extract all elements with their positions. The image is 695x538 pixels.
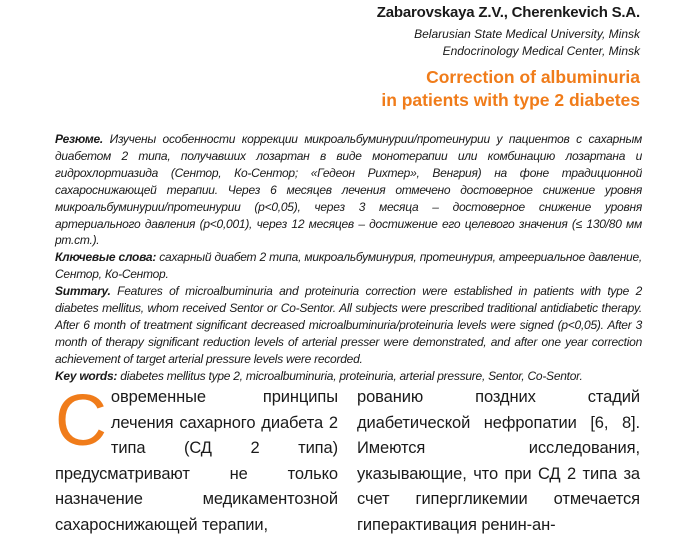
summary-text: Features of microalbuminuria and proteinuria correction were established in patients with type 2 diabetes mellitus, whom received Sentor or Co-Sentor. All subjects were prescribed traditional antidiabetic therapy. After 6 month of treatment significant decreased microalbuminuria/proteinuria levels were signed (p<0,05). After 3 month of therapy significant reduction levels of arterial presser were demonstrated, and after one year correction achievement of target arterial pressure levels were recorded. xyxy=(55,284,642,366)
drop-cap: С xyxy=(55,381,107,461)
keywords-en-text: diabetes mellitus type 2, microalbuminuria, proteinuria, arterial pressure, Sentor, Co-Sentor. xyxy=(117,368,583,383)
title-line-1: Correction of albuminuria xyxy=(426,67,640,87)
affiliation-university: Belarusian State Medical University, Minsk xyxy=(414,27,640,41)
resume-paragraph xyxy=(55,131,642,249)
body-column-right xyxy=(357,385,640,538)
keywords-ru-label: Ключевые слова: xyxy=(55,250,157,265)
keywords-en-paragraph xyxy=(55,368,642,385)
summary-label: Summary. xyxy=(55,284,111,299)
keywords-ru-text: сахарный диабет 2 типа, микроальбуминурия, протеинурия, атреериальное давление, Сентор, Ко-Сентор. xyxy=(55,250,642,282)
resume-label: Резюме. xyxy=(55,132,103,146)
abstract-block xyxy=(55,131,642,385)
authors: Zabarovskaya Z.V., Cherenkevich S.A. xyxy=(376,4,640,21)
keywords-en-label: Key words: xyxy=(55,368,118,383)
affiliation-center: Endocrinology Medical Center, Minsk xyxy=(442,44,640,58)
keywords-ru-paragraph xyxy=(55,249,642,283)
intro-paragraph xyxy=(55,381,338,538)
resume-text: Изучены особенности коррекции микроальбуминурии/протеинурии у пациентов с сахарным диабетом 2 типа, получавших лозартан в виде монотерапии или комбинацию лозартана и гидрохлортиазида (Сентор, Ко-Сентор; «Гедеон Рихтер», Венгрия) на фоне традиционной сахароснижающей терапии. Через 6 месяцев лечения отмечено достоверное снижение уровня микроальбуминурии/протеинурии (р<0,05), через 3 месяца – достоверное снижение уровня артериального давления (р<0,001), через 12 месяцев – достижение его целевого значения (≤ 130/80 мм рт.ст.). xyxy=(55,132,642,248)
body-column-left xyxy=(55,381,338,538)
title-line-2: in patients with type 2 diabetes xyxy=(381,90,640,110)
article-title xyxy=(381,66,640,112)
column-left-text: овременные принципы лечения сахарного диабета 2 типа (СД 2 типа) предусматривают не только назначение медикаментозной сахароснижающей терапии, xyxy=(55,388,338,534)
summary-paragraph xyxy=(55,283,642,368)
column-right-text: рованию поздних стадий диабетической нефропатии [6, 8]. Имеются исследования, указывающие, что при СД 2 типа за счет гипергликемии отмечается гиперактивация ренин-ан- xyxy=(357,388,640,534)
